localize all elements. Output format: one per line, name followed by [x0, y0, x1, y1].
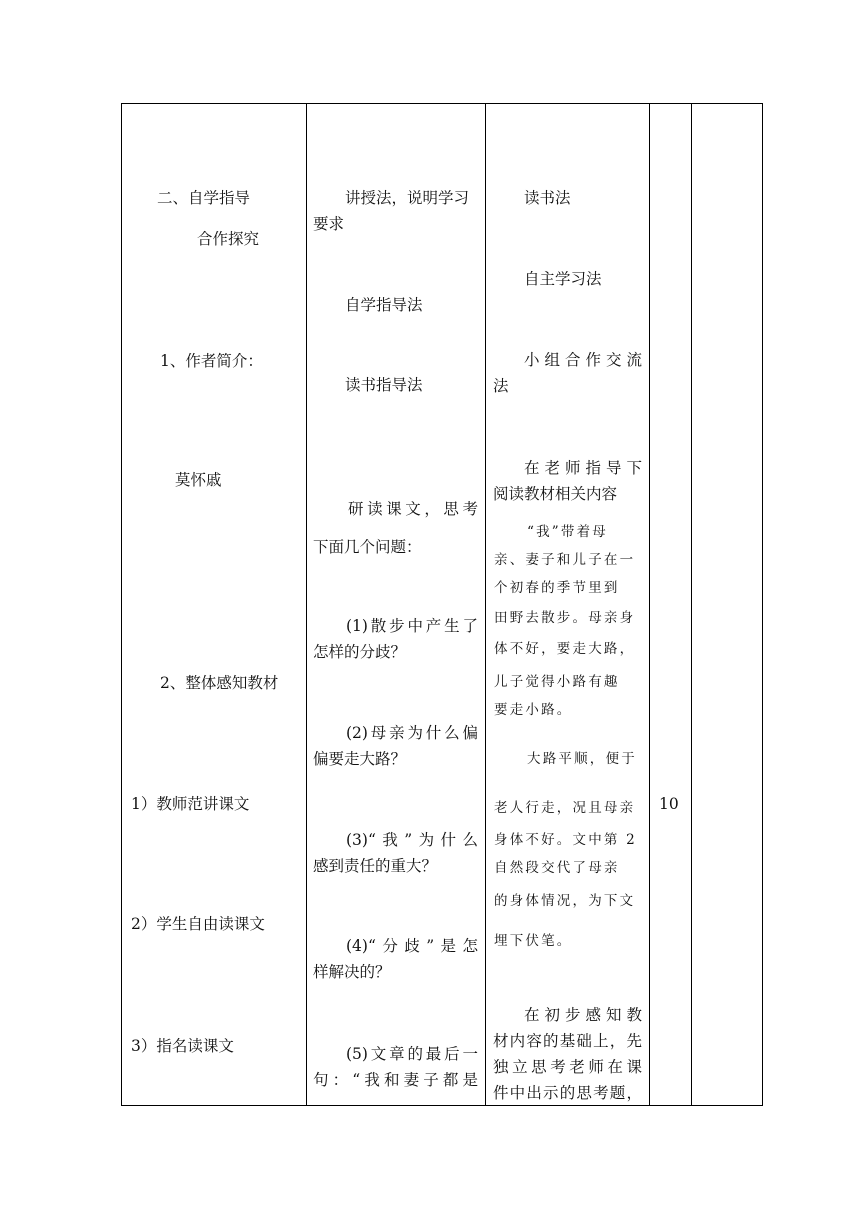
question-text: 怎样的分歧？	[313, 643, 407, 661]
answer-text: 亲、妻子和儿子在一	[494, 552, 636, 568]
author-intro-label: 1、作者简介：	[160, 352, 263, 370]
time-minutes: 10	[659, 795, 679, 813]
answer-text: 老人行走，况且母亲	[494, 800, 636, 816]
student-activity-text: 在老师指导下	[524, 459, 642, 477]
question-text: 偏要走大路？	[313, 750, 407, 768]
question-text: (4)“分歧”是怎	[346, 937, 478, 955]
teacher-method-text: 要求	[313, 215, 345, 233]
section-subheading: 合作探究	[197, 230, 260, 248]
study-instruction: 研读课文，思考	[348, 500, 478, 518]
student-method-text: 小组合作交流	[524, 351, 642, 369]
study-instruction: 下面几个问题：	[313, 538, 422, 556]
student-activity-text: 阅读教材相关内容	[493, 485, 618, 503]
answer-text: 的身体情况，为下文	[494, 893, 636, 909]
student-activity-text: 在初步感知教	[524, 1006, 642, 1024]
answer-text: 埋下伏笔。	[494, 933, 573, 949]
student-method-text: 读书法	[524, 189, 571, 207]
question-text: (5)文章的最后一	[346, 1045, 478, 1063]
student-activity-text: 件中出示的思考题，	[493, 1084, 642, 1102]
author-name: 莫怀戚	[175, 471, 222, 489]
answer-text: 自然段交代了母亲	[494, 860, 620, 876]
student-activity-text: 材内容的基础上，先	[493, 1032, 642, 1050]
student-method-text: 自主学习法	[524, 270, 602, 288]
column-divider	[649, 104, 650, 1105]
answer-text: 个初春的季节里到	[494, 580, 620, 596]
step-teacher-reading: 1）教师范讲课文	[131, 795, 250, 813]
student-activity-text: 独立思考老师在课	[493, 1058, 642, 1076]
question-text: (1)散步中产生了	[346, 617, 478, 635]
column-divider	[306, 104, 307, 1105]
section-heading: 二、自学指导	[157, 189, 251, 207]
step-student-reading: 2）学生自由读课文	[131, 915, 265, 933]
answer-text: 身体不好。文中第 2	[494, 832, 637, 848]
question-text: (3)“我”为什么	[346, 831, 478, 849]
answer-text: 体不好，要走大路，	[494, 641, 636, 657]
answer-text: 大路平顺，便于	[527, 751, 637, 767]
question-text: 感到责任的重大？	[313, 857, 438, 875]
teacher-method-text: 自学指导法	[345, 296, 423, 314]
answer-text: “我”带着母	[527, 524, 609, 540]
column-divider	[485, 104, 486, 1105]
answer-text: 要走小路。	[494, 702, 573, 718]
teacher-method-text: 读书指导法	[345, 376, 423, 394]
question-text: (2)母亲为什么偏	[346, 724, 478, 742]
teacher-method-text: 讲授法，说明学习	[345, 189, 470, 207]
step-named-reading: 3）指名读课文	[131, 1037, 234, 1055]
column-divider	[691, 104, 692, 1105]
question-text: 句：“我和妻子都是	[313, 1071, 478, 1089]
question-text: 样解决的？	[313, 963, 391, 981]
answer-text: 田野去散步。母亲身	[494, 610, 636, 626]
overall-perception-label: 2、整体感知教材	[160, 674, 279, 692]
answer-text: 儿子觉得小路有趣	[494, 674, 620, 690]
student-method-text: 法	[493, 377, 509, 395]
